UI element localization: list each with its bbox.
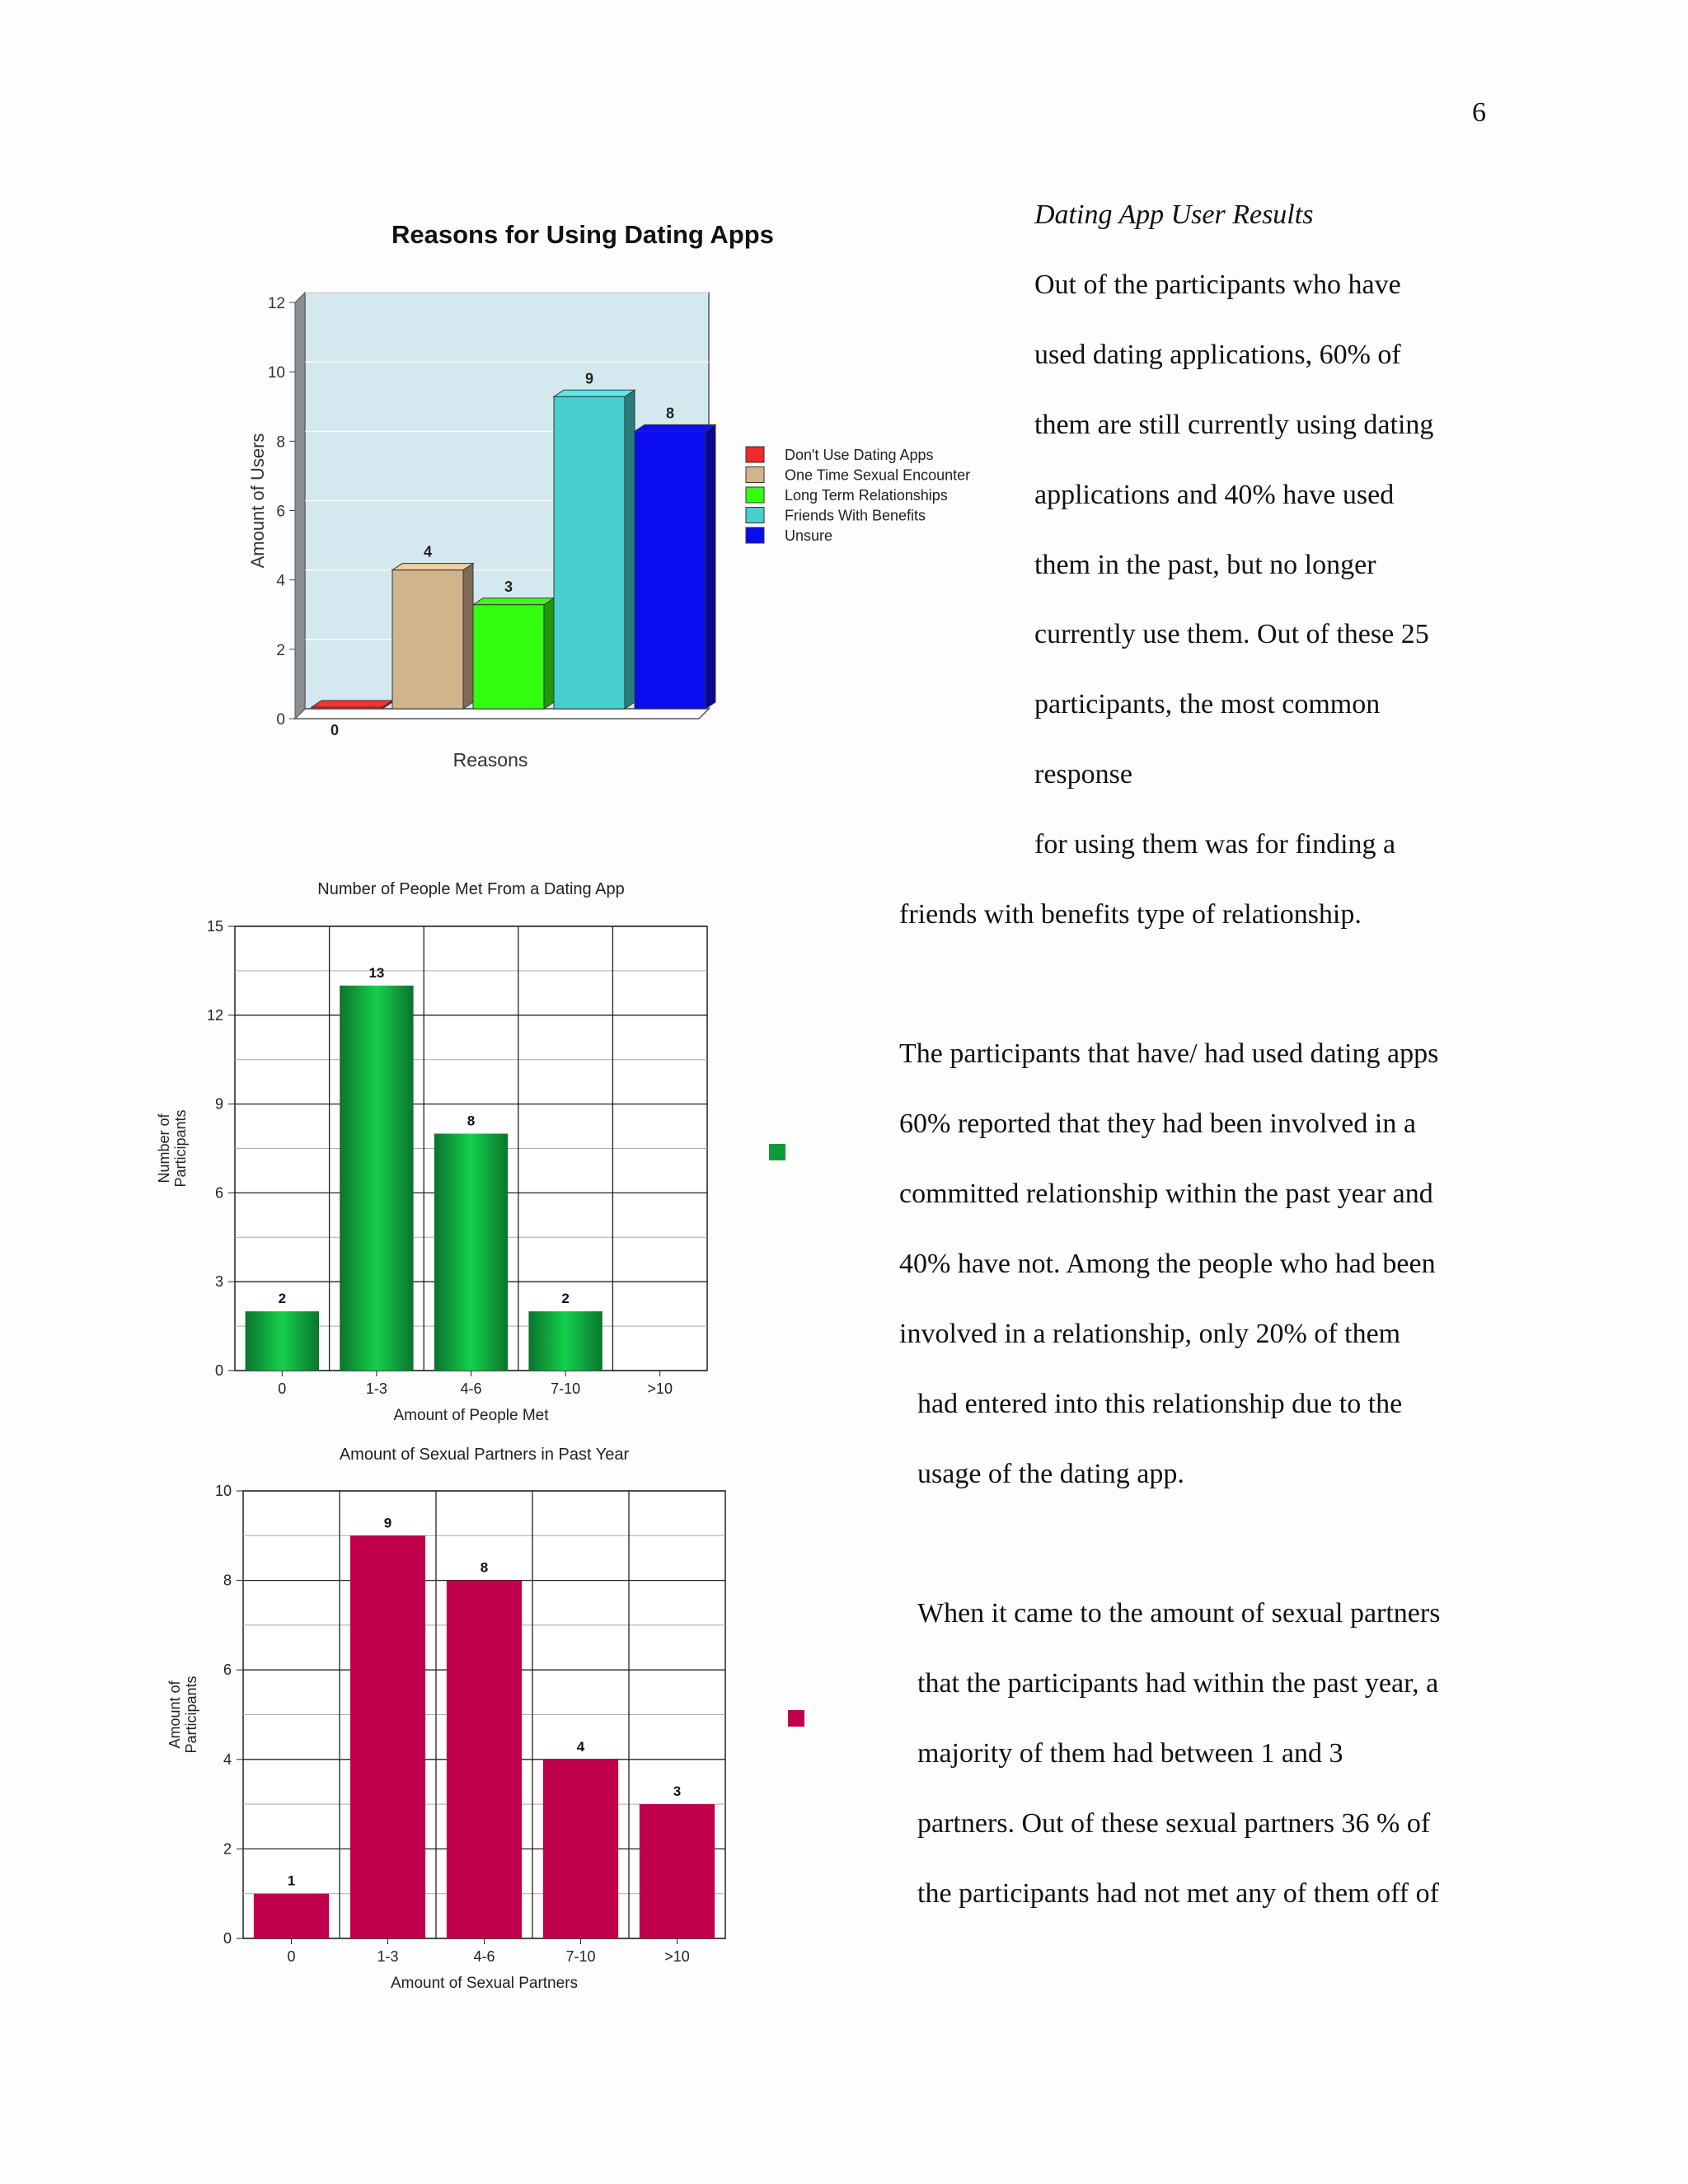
body-line: them are still currently using dating (1034, 410, 1434, 440)
bar-data-label: 9 (584, 370, 594, 387)
x-tick-label: 4-6 (473, 1948, 495, 1965)
y-tick-label: 10 (267, 364, 285, 382)
bar-data-label: 3 (673, 1783, 682, 1800)
bar (447, 1581, 522, 1938)
x-tick-label: 4-6 (460, 1380, 482, 1397)
body-line: for using them was for finding a (1034, 829, 1396, 860)
bar (554, 396, 625, 709)
legend-swatch (746, 527, 764, 543)
bar-top (473, 598, 554, 605)
bar-data-label: 8 (665, 405, 675, 422)
y-tick-label: 4 (223, 1750, 232, 1768)
body-line: majority of them had between 1 and 3 (917, 1738, 1343, 1769)
y-axis-title: Participants (183, 1675, 199, 1754)
section-heading: Dating App User Results (1034, 199, 1314, 230)
bar (340, 986, 413, 1371)
y-tick-label: 8 (276, 434, 285, 452)
bar (246, 1311, 319, 1371)
body-line: usage of the dating app. (917, 1459, 1184, 1489)
bar-data-label: 8 (467, 1113, 476, 1129)
bar (528, 1311, 602, 1371)
bar-side (706, 424, 715, 709)
body-line: When it came to the amount of sexual partners (917, 1598, 1441, 1629)
y-tick-label: 6 (214, 1184, 223, 1202)
reasons-bar-chart (231, 206, 1022, 771)
body-line: committed relationship within the past year and (899, 1179, 1433, 1209)
x-tick-label: 0 (287, 1948, 296, 1965)
bar (640, 1804, 715, 1938)
bar-data-label: 9 (383, 1515, 392, 1531)
x-tick-label: >10 (664, 1948, 690, 1965)
bar-data-label: 8 (480, 1559, 489, 1576)
body-line: The participants that have/ had used dating apps (899, 1038, 1439, 1069)
bar-side (463, 564, 473, 709)
y-tick-label: 12 (267, 295, 285, 312)
body-line: them in the past, but no longer (1034, 550, 1376, 580)
page-number: 6 (1472, 97, 1486, 128)
bar-data-label: 4 (576, 1738, 585, 1755)
x-tick-label: 0 (278, 1380, 287, 1397)
bar-data-label: 1 (287, 1872, 296, 1889)
body-line: Out of the participants who have (1034, 269, 1401, 300)
x-axis-title: Amount of People Met (393, 1407, 549, 1424)
y-axis-title: Amount of Users (247, 433, 268, 569)
legend-label: Friends With Benefits (785, 507, 926, 524)
people-met-bar-chart (148, 874, 824, 1434)
legend-swatch (746, 467, 764, 483)
bar (350, 1535, 425, 1938)
x-tick-label: 1-3 (365, 1380, 387, 1397)
body-line: the participants had not met any of them off of (917, 1878, 1439, 1909)
chart-title: Number of People Met From a Dating App (317, 880, 625, 898)
bar-top (635, 424, 715, 431)
bar-side (544, 598, 554, 709)
plot-floor (295, 709, 709, 719)
x-tick-label: 1-3 (377, 1948, 399, 1965)
bar (543, 1760, 618, 1938)
legend-marker (769, 1144, 785, 1160)
y-tick-label: 10 (214, 1483, 232, 1499)
y-axis-title: Amount of (166, 1680, 183, 1749)
bar (635, 431, 706, 709)
y-axis-title: Number of (156, 1113, 172, 1183)
legend-swatch (746, 508, 764, 523)
y-tick-label: 2 (276, 641, 285, 659)
bar-top (312, 701, 392, 707)
plot-side-wall (295, 293, 305, 719)
body-line: currently use them. Out of these 25 (1034, 619, 1429, 649)
y-tick-label: 0 (214, 1362, 223, 1379)
chart-title: Reasons for Using Dating Apps (392, 220, 774, 249)
bar-data-label: 4 (423, 543, 433, 560)
bar-side (625, 390, 635, 709)
bar-data-label: 13 (368, 964, 385, 981)
x-axis-title: Amount of Sexual Partners (390, 1975, 579, 1992)
legend-swatch (746, 487, 764, 503)
body-line: 60% reported that they had been involved in a (899, 1108, 1416, 1139)
body-line: that the participants had within the past year, a (917, 1668, 1439, 1699)
body-line: participants, the most common (1034, 689, 1381, 719)
x-tick-label: 7-10 (565, 1948, 596, 1965)
x-tick-label: >10 (647, 1380, 673, 1397)
body-line: involved in a relationship, only 20% of them (899, 1319, 1401, 1349)
bar-data-label: 2 (561, 1291, 570, 1307)
y-tick-label: 6 (276, 503, 285, 521)
body-line: friends with benefits type of relationship. (899, 899, 1362, 930)
y-tick-label: 15 (206, 918, 223, 935)
y-axis-title: Participants (172, 1109, 189, 1188)
body-line: response (1034, 759, 1132, 790)
legend-marker (788, 1710, 804, 1727)
y-tick-label: 2 (223, 1840, 232, 1858)
sexual-partners-bar-chart (157, 1438, 832, 2007)
body-line: used dating applications, 60% of (1034, 340, 1401, 370)
bar (434, 1134, 508, 1371)
x-tick-label: 7-10 (551, 1380, 581, 1397)
bar (254, 1894, 329, 1938)
y-tick-label: 0 (276, 711, 285, 729)
bar-data-label: 0 (330, 722, 340, 738)
bar-top (392, 564, 473, 570)
y-tick-label: 9 (214, 1095, 223, 1113)
body-line: had entered into this relationship due to the (917, 1389, 1403, 1419)
body-line: applications and 40% have used (1034, 480, 1395, 510)
legend-label: One Time Sexual Encounter (785, 466, 971, 484)
legend-label: Don't Use Dating Apps (785, 447, 934, 463)
bar (473, 605, 544, 709)
x-axis-title: Reasons (452, 749, 528, 771)
bar-top (554, 390, 635, 396)
legend-label: Unsure (785, 527, 833, 544)
y-tick-label: 6 (223, 1661, 232, 1679)
bar (392, 570, 463, 709)
bar (312, 707, 382, 709)
y-tick-label: 0 (223, 1930, 232, 1947)
y-tick-label: 3 (214, 1273, 223, 1291)
chart-title: Amount of Sexual Partners in Past Year (339, 1446, 630, 1464)
body-line: 40% have not. Among the people who had been (899, 1249, 1436, 1279)
y-tick-label: 8 (223, 1572, 232, 1589)
bar-data-label: 2 (278, 1291, 287, 1307)
y-tick-label: 4 (276, 572, 285, 590)
body-line: partners. Out of these sexual partners 36 % of (917, 1808, 1431, 1839)
legend-swatch (746, 447, 764, 462)
bar-data-label: 3 (504, 578, 513, 595)
legend-label: Long Term Relationships (785, 487, 948, 504)
y-tick-label: 12 (206, 1006, 223, 1024)
